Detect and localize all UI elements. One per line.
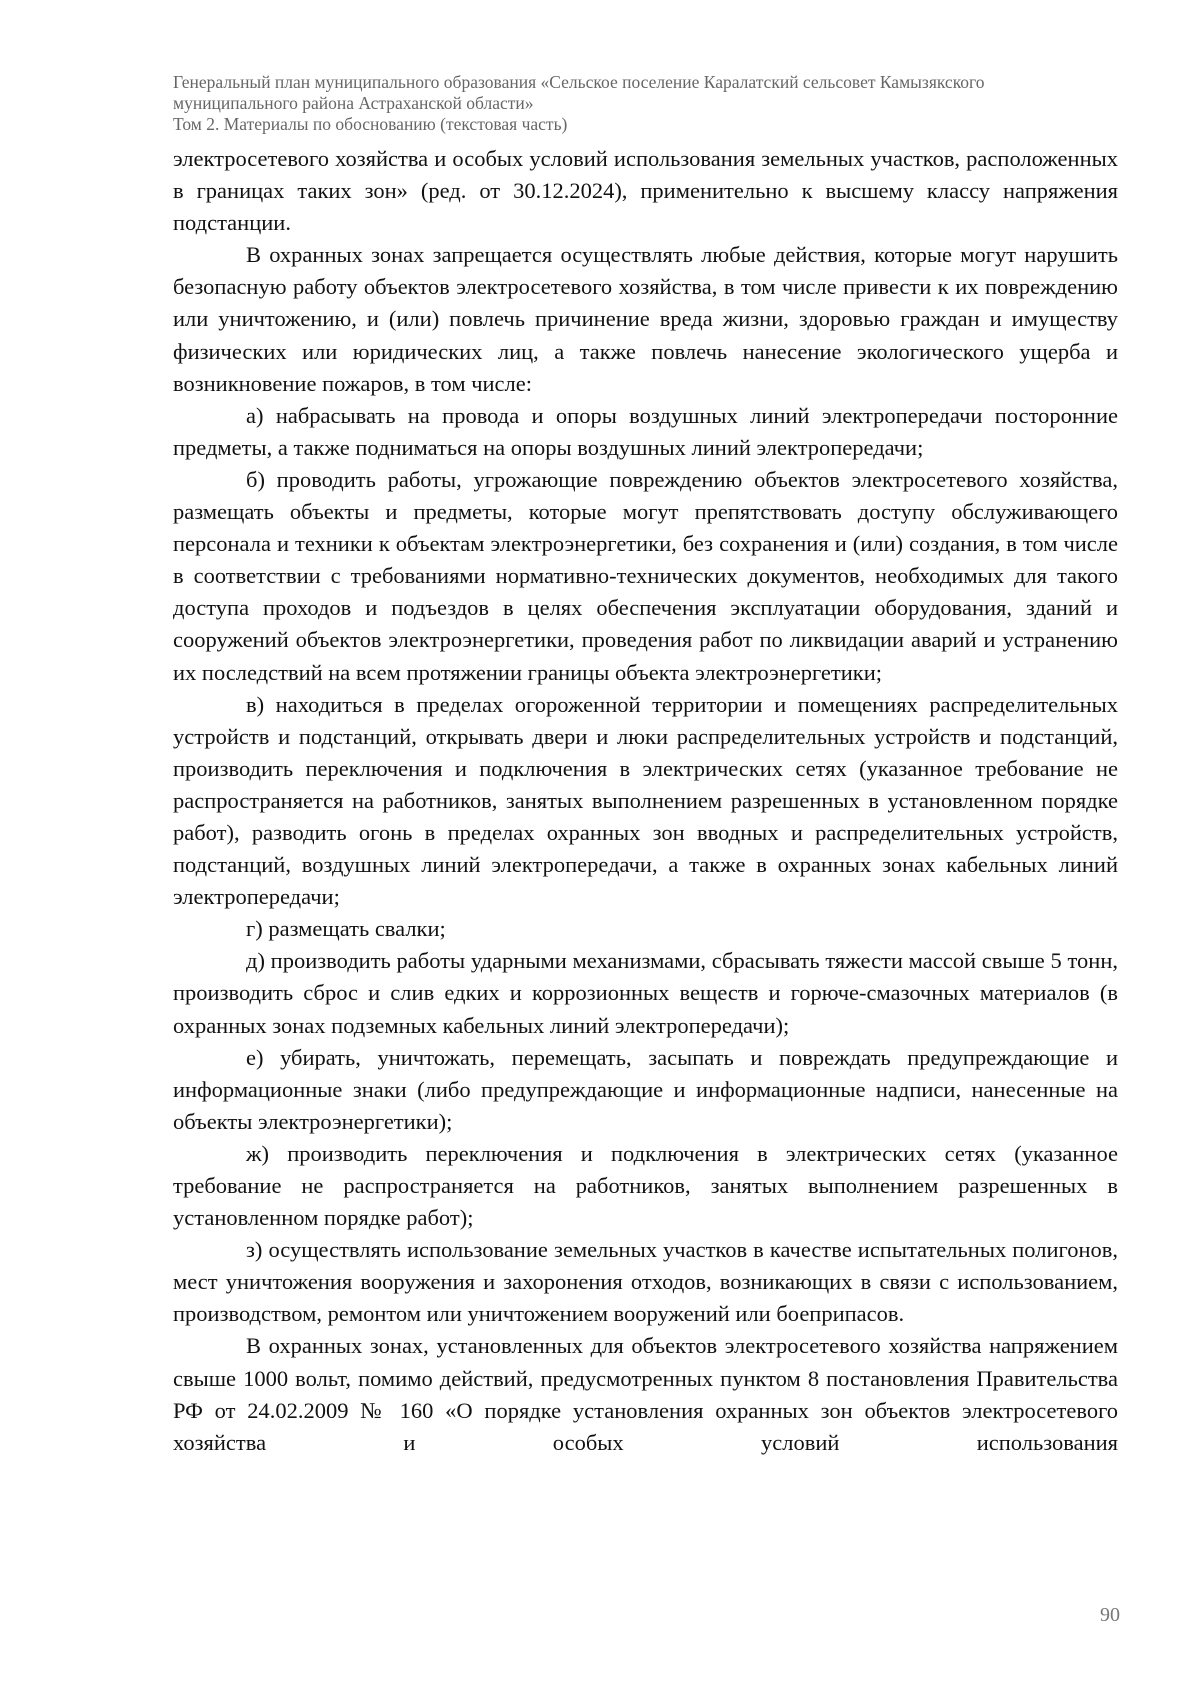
page-number: 90 (1100, 1604, 1120, 1626)
list-item-v: в) находиться в пределах огороженной территории и помещениях распределительных устройств и подстанций, открывать двери и люки распределительных устройств и подстанций, производить переключения и подключения в электрических сетях (указанное требование не распространяется на работников, занятых выполнением разрешенных в установленном порядке работ), разводить огонь в пределах охранных зон вводных и распределительных устройств, подстанций, воздушных линий электропередачи, а также в охранных зонах кабельных линий электропередачи; (173, 691, 1118, 910)
list-item-e: е) убирать, уничтожать, перемещать, засыпать и повреждать предупреждающие и информационные знаки (либо предупреждающие и информационные надписи, нанесенные на объекты электроэнергетики); (173, 1044, 1118, 1134)
header-line-1: Генеральный план муниципального образования «Сельское поселение Каралатский сельсовет Камызякского (173, 72, 985, 92)
running-header (173, 72, 1133, 135)
list-item-g: г) размещать свалки; (246, 916, 446, 942)
list-item-zh: ж) производить переключения и подключения в электрических сетях (указанное требование не распространяется на работников, занятых выполнением разрешенных в установленном порядке работ); (173, 1140, 1118, 1231)
document-body (173, 143, 1118, 1459)
list-item-a: а) набрасывать на провода и опоры воздушных линий электропередачи посторонние предметы, а также подниматься на опоры воздушных линий электропередачи; (173, 402, 1118, 460)
paragraph-high-voltage-zones: В охранных зонах, установленных для объектов электросетевого хозяйства напряжением свыше 1000 вольт, помимо действий, предусмотренных пунктом 8 постановления Правительства РФ от 24.02.2009 № 160 «О порядке установления охранных зон объектов электросетевого хозяйства и особых условий использования (173, 1333, 1118, 1455)
list-item-z: з) осуществлять использование земельных участков в качестве испытательных полигонов, мест уничтожения вооружения и захоронения отходов, возникающих в связи с использованием, производством, ремонтом или уничтожением вооружений или боеприпасов. (173, 1237, 1118, 1327)
paragraph-prohibitions-intro: В охранных зонах запрещается осуществлять любые действия, которые могут нарушить безопасную работу объектов электросетевого хозяйства, в том числе привести к их повреждению или уничтожению, и (или) повлечь причинение вреда жизни, здоровью граждан и имуществу физических или юридических лиц, а также повлечь нанесение экологического ущерба и возникновение пожаров, в том числе: (173, 242, 1118, 396)
paragraph-continuation: электросетевого хозяйства и особых условий использования земельных участков, расположенных в границах таких зон» (ред. от 30.12.2024), применительно к высшему классу напряжения подстанции. (173, 146, 1118, 236)
header-line-3: Том 2. Материалы по обоснованию (текстовая часть) (173, 114, 568, 134)
header-line-2: муниципального района Астраханской области» (173, 93, 534, 113)
list-item-b: б) проводить работы, угрожающие повреждению объектов электросетевого хозяйства, размещать объекты и предметы, которые могут препятствовать доступу обслуживающего персонала и техники к объектам электроэнергетики, без сохранения и (или) создания, в том числе в соответствии с требованиями нормативно-технических документов, необходимых для такого доступа проходов и подъездов в целях обеспечения эксплуатации оборудования, зданий и сооружений объектов электроэнергетики, проведения работ по ликвидации аварий и устранению их последствий на всем протяжении границы объекта электроэнергетики; (173, 466, 1118, 685)
list-item-d: д) производить работы ударными механизмами, сбрасывать тяжести массой свыше 5 тонн, производить сброс и слив едких и коррозионных веществ и горюче-смазочных материалов (в охранных зонах подземных кабельных линий электропередачи); (173, 948, 1118, 1038)
